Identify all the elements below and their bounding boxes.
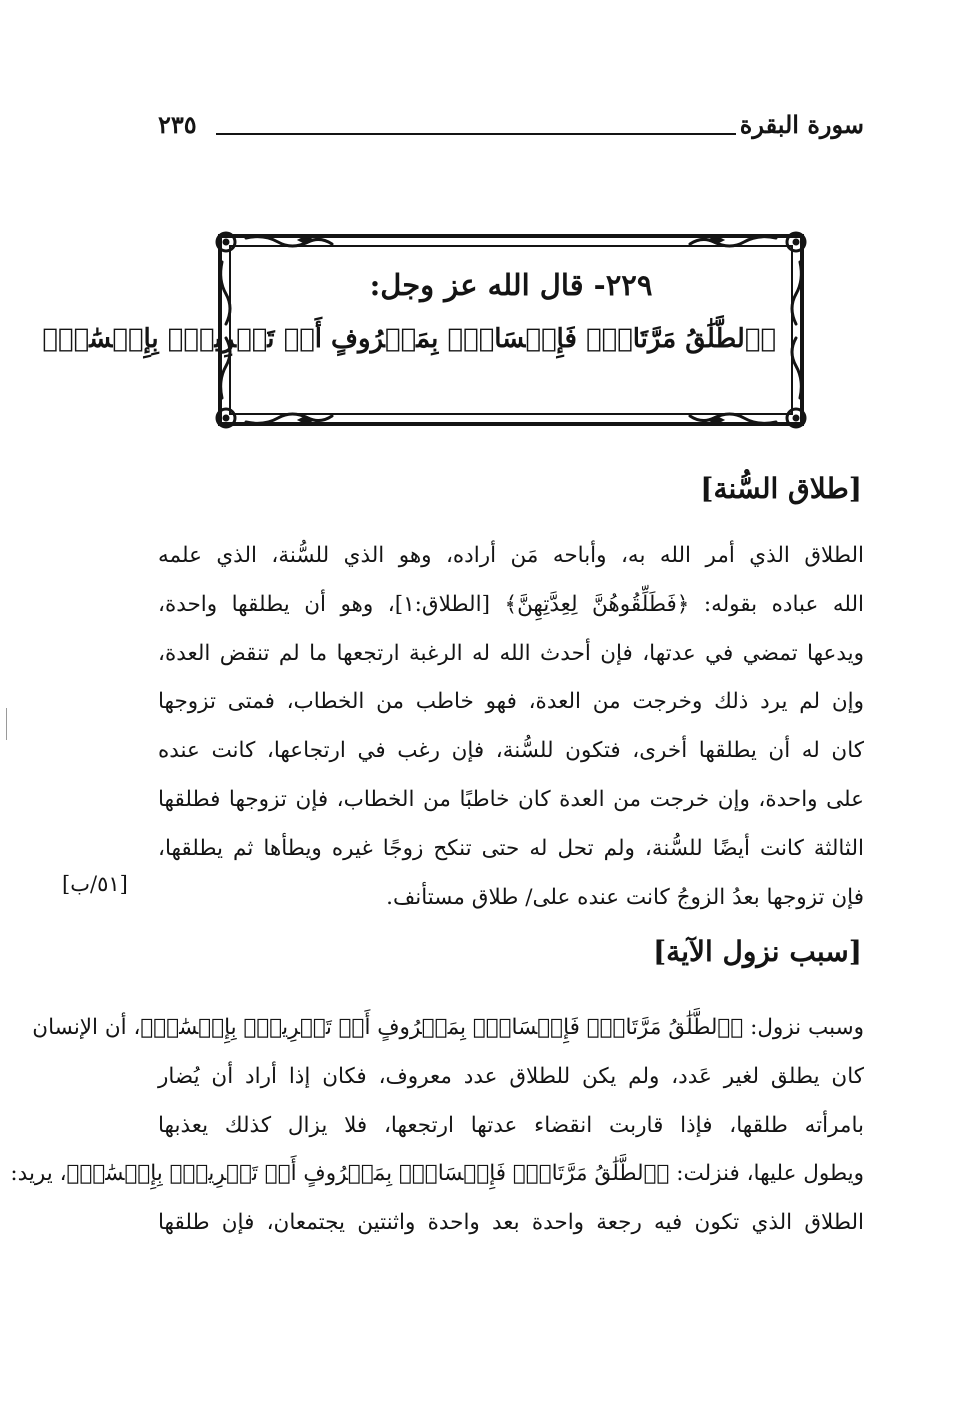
scan-edge-mark bbox=[6, 708, 7, 740]
body-line: على واحدة، وإن خرجت من العدة كان خاطبًا من الخطاب، فإن تزوجها فطلقها bbox=[158, 786, 864, 812]
verse-quote: ﴿ٱلطَّلَٰقُ مَرَّتَانِۖ فَإِمۡسَاكُۢ بِمَعۡرُوفٍ أَوۡ تَسۡرِيحُۢ بِإِحۡسَٰنٖ﴾ bbox=[42, 324, 776, 354]
body-line: فإن تزوجها بعدُ الزوجُ كانت عنده على/ طلاق مستأنف. bbox=[386, 884, 864, 910]
body-line: كان يطلق لغير عَدد، ولم يكن للطلاق عدد معروف، فكان إذا أراد أن يُضار bbox=[158, 1063, 864, 1089]
body-line: وإن لم يرد ذلك وخرجت من العدة، فهو خاطب من الخطاب، فمتى تزوجها bbox=[158, 689, 864, 715]
section-heading-revelation-cause: [سبب نزول الآية] bbox=[652, 935, 862, 968]
section2-body bbox=[10, 1004, 864, 1248]
section-heading-sunnah-divorce: [طلاق السُّنة] bbox=[700, 472, 862, 505]
body-line: الثالثة كانت أيضًا للسُّنة، ولم تحل له حتى تنكح زوجًا غيره ويطأها ثم يطلقها، bbox=[158, 835, 864, 861]
surah-title: سورة البقرة bbox=[739, 110, 864, 139]
body-line: الطلاق الذي تكون فيه رجعة واحدة بعد واحدة واثنتين يجتمعان، فإن طلقها bbox=[158, 1210, 864, 1236]
verse-box-content bbox=[42, 262, 776, 398]
body-line: ويطول عليها، فنزلت: ﴿ٱلطَّلَٰقُ مَرَّتَانِۖ فَإِمۡسَاكُۢ بِمَعۡرُوفٍ أَوۡ تَسۡرِيحُۢ بِإِحۡسَٰنٖ﴾، يريد: bbox=[10, 1161, 864, 1187]
section1-body bbox=[158, 532, 864, 922]
body-line: ويدعها تمضي في عدتها، فإن أحدث الله له الرغبة ارتجعها ما لم تنقض العدة، bbox=[158, 640, 864, 666]
header-rule bbox=[216, 133, 736, 135]
body-line: الطلاق الذي أمر الله به، وأباحه مَن أراده، وهو الذي للسُّنة، الذي علمه bbox=[158, 543, 864, 568]
body-line: وسبب نزول: ﴿ٱلطَّلَٰقُ مَرَّتَانِۖ فَإِمۡسَاكُۢ بِمَعۡرُوفٍ أَوۡ تَسۡرِيحُۢ بِإِحۡسَٰنٖ﴾، أن الإنسان bbox=[32, 1015, 864, 1040]
manuscript-folio-note: [٥١/ب] bbox=[62, 872, 128, 896]
page-header bbox=[158, 108, 864, 148]
body-line: كان له أن يطلقها أخرى، فتكون للسُّنة، فإن رغب في ارتجاعها، كانت عنده bbox=[158, 738, 864, 764]
body-line: بامرأته طلقها، فإذا قاربت انقضاء عدتها ارتجعها، فلا يزال كذلك يعذبها bbox=[158, 1112, 864, 1138]
page-number: ٢٣٥ bbox=[158, 110, 197, 139]
verse-heading: ٢٢٩- قال الله عز وجل: bbox=[369, 268, 653, 302]
body-line: الله عباده بقوله: ﴿فَطَلِّقُوهُنَّ لِعِدَّتِهِنَّ﴾ [الطلاق:١]، وهو أن يطلقها واحدة، bbox=[158, 591, 864, 617]
verse-ornament-frame bbox=[42, 232, 806, 428]
